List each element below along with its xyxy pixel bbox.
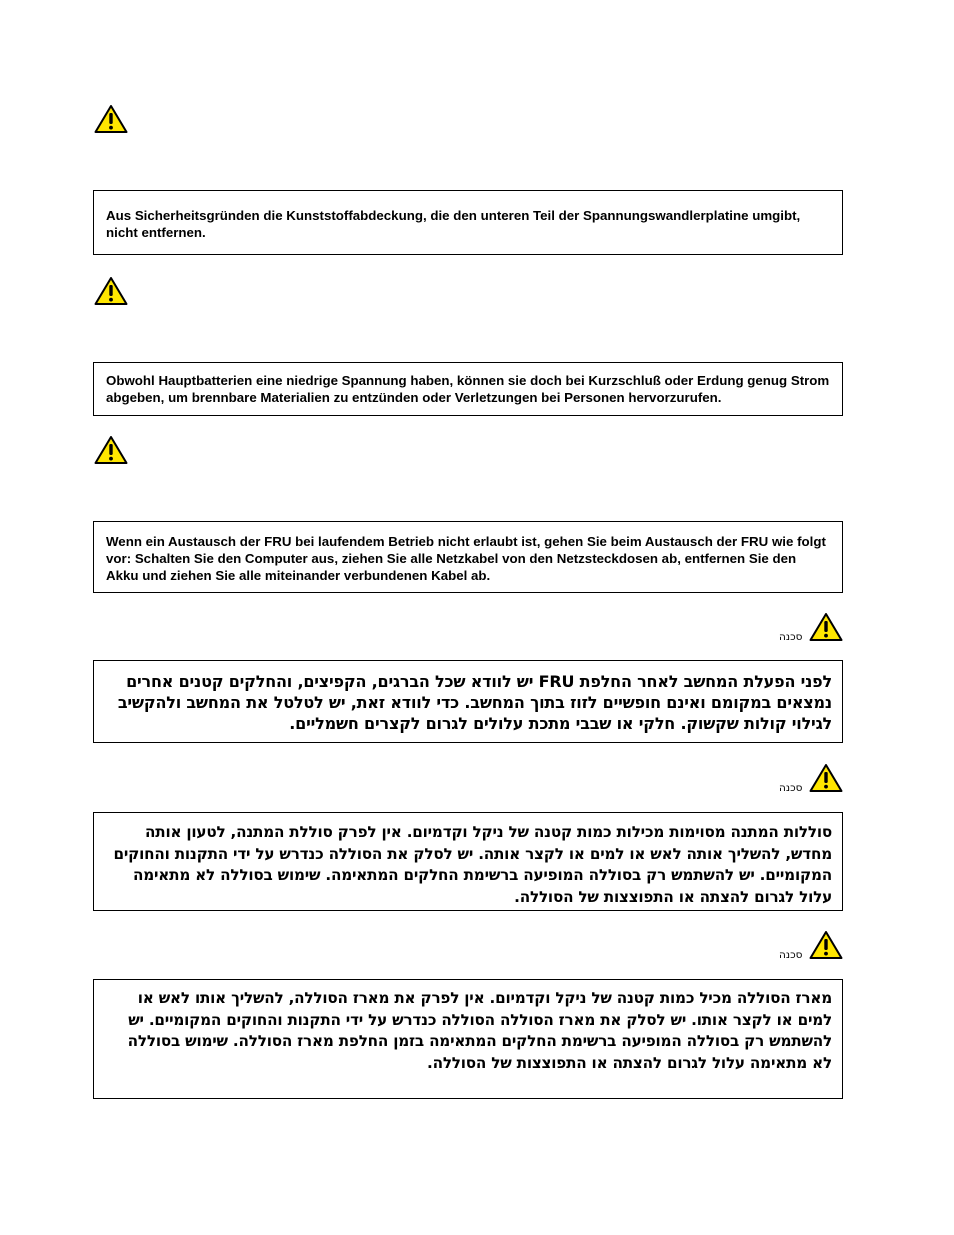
caution-icon bbox=[94, 435, 128, 465]
caution-icon bbox=[94, 104, 128, 134]
warning-text-4: לפני הפעלת המחשב לאחר החלפת FRU יש לוודא שכל הברגים, הקפיצים, והחלקים קטנים אחרים נמצאים במקומם ואינם חופשיים לזוז בתוך המחשב. כדי לוודא זאת, יש לטלטל את המחשב ולהקשיב לגילוי קולות שקשוק. חלקי או שבבי מתכת עלולים לגרום לקצרים חשמליים. bbox=[117, 672, 832, 733]
warning-text-5: סוללות המתנה מסוימות מכילות כמות קטנה של ניקל וקדמיום. אין לפרק סוללת המתנה, לטעון אותה מחדש, להשליך אותה לאש או למים או לקצר אותה. יש לסלק את הסוללה כנדרש על ידי התקנות והחוקים המקומיים. יש להשתמש רק בסוללה המופיעה ברשימת החלקים המתאימה. שימוש בסוללה לא מתאימה עלול לגרום להצתה או התפוצצות של הסוללה. bbox=[113, 823, 832, 906]
danger-label: סכנה bbox=[779, 782, 803, 794]
caution-icon bbox=[809, 930, 843, 960]
warning-text-2: Obwohl Hauptbatterien eine niedrige Spannung haben, können sie doch bei Kurzschluß oder Erdung genug Strom abgeben, um brennbare Materialien zu entzünden oder Verletzungen bei Personen hervorzurufen. bbox=[106, 373, 830, 405]
warning-text-1: Aus Sicherheitsgründen die Kunststoffabdeckung, die den unteren Teil der Spannungswandlerplatine umgibt, nicht entfernen. bbox=[106, 208, 801, 240]
warning-box-4 bbox=[93, 660, 843, 743]
warning-box-6 bbox=[93, 979, 843, 1099]
caution-icon bbox=[809, 612, 843, 642]
caution-icon bbox=[94, 276, 128, 306]
warning-box-5 bbox=[93, 812, 843, 911]
warning-box-3 bbox=[93, 521, 843, 593]
danger-label: סכנה bbox=[779, 631, 803, 643]
warning-box-2 bbox=[93, 362, 843, 416]
warning-text-3: Wenn ein Austausch der FRU bei laufendem Betrieb nicht erlaubt ist, gehen Sie beim Austausch der FRU wie folgt vor: Schalten Sie den Computer aus, ziehen Sie alle Netzkabel von den Netzsteckdosen ab, entfernen Sie den Akku und ziehen Sie alle miteinander verbundenen Kabel ab. bbox=[106, 534, 826, 583]
caution-icon bbox=[809, 763, 843, 793]
warning-text-6: מארז הסוללה מכיל כמות קטנה של ניקל וקדמיום. אין לפרק את מארז הסוללה, להשליך אותו לאש או למים או לקצר אותו. יש לסלק את מארז הסוללה הסוללה כנדרש על ידי התקנות והחוקים המקומיים. יש להשתמש רק בסוללה המופיעה ברשימת החלקים המתאימה בזמן החלפת מארז הסוללה. שימוש בסוללה לא מתאימה עלול לגרום להצתה או התפוצצות של הסוללה. bbox=[127, 989, 832, 1072]
danger-label: סכנה bbox=[779, 949, 803, 961]
warning-box-1 bbox=[93, 190, 843, 255]
